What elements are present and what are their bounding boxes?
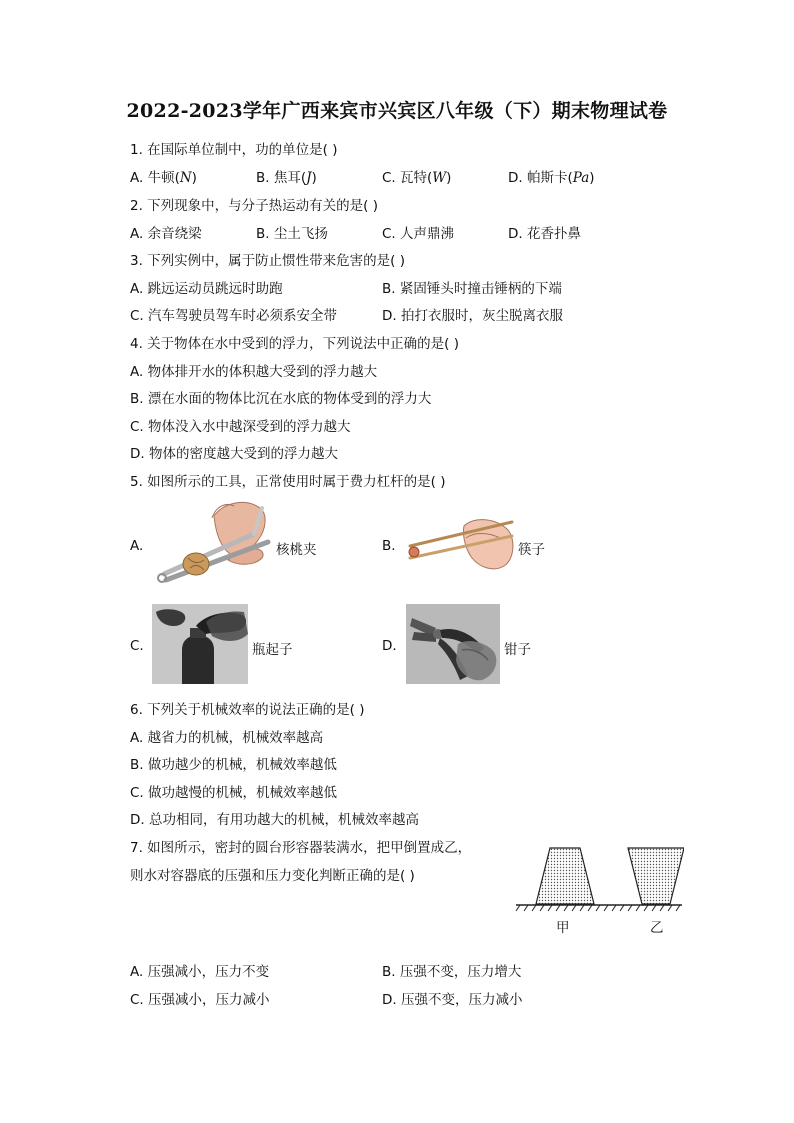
q6-option-b[interactable]: B. 做功越少的机械，机械效率越低: [130, 757, 337, 773]
q4-option-b[interactable]: B. 漂在水面的物体比沉在水底的物体受到的浮力大: [130, 391, 432, 407]
q5-option-a-letter[interactable]: A.: [130, 538, 144, 554]
question-4-stem: 4. 关于物体在水中受到的浮力，下列说法中正确的是( ): [130, 336, 459, 352]
q5-option-c-letter[interactable]: C.: [130, 638, 144, 654]
q5-option-c-name: 瓶起子: [252, 642, 293, 658]
q1-option-c-label: C. 瓦特(: [382, 170, 433, 186]
q7-option-a[interactable]: A. 压强减小，压力不变: [130, 964, 270, 980]
q1-option-b-label: B. 焦耳(: [256, 170, 307, 186]
q3-option-c[interactable]: C. 汽车驾驶员驾车时必须系安全带: [130, 308, 338, 324]
q1-option-d-label: D. 帕斯卡(: [508, 170, 573, 186]
q5-option-d-name: 钳子: [504, 642, 531, 658]
page-title: 2022-2023学年广西来宾市兴宾区八年级（下）期末物理试卷: [126, 100, 668, 122]
q1-option-a-close: ): [191, 170, 197, 186]
q5-option-d-letter[interactable]: D.: [382, 638, 397, 654]
q3-option-b[interactable]: B. 紧固锤头时撞击锤柄的下端: [382, 281, 562, 297]
q3-option-a[interactable]: A. 跳远运动员跳远时助跑: [130, 281, 283, 297]
q5-option-a-name: 核桃夹: [276, 542, 317, 558]
figure-label-yi: 乙: [650, 920, 664, 936]
pliers-image: [406, 604, 500, 684]
q5-option-b-letter[interactable]: B.: [382, 538, 396, 554]
q7-option-c[interactable]: C. 压强减小，压力减小: [130, 992, 270, 1008]
q1-option-d-close: ): [589, 170, 595, 186]
walnut-cracker-image: [150, 496, 274, 590]
q1-option-c[interactable]: [382, 166, 451, 186]
q4-option-d[interactable]: D. 物体的密度越大受到的浮力越大: [130, 446, 338, 462]
q7-option-d[interactable]: D. 压强不变，压力减小: [382, 992, 523, 1008]
question-7-stem-continued: 则水对容器底的压强和压力变化判断正确的是( ): [130, 868, 415, 884]
q6-option-a[interactable]: A. 越省力的机械，机械效率越高: [130, 730, 324, 746]
q7-option-b[interactable]: B. 压强不变，压力增大: [382, 964, 522, 980]
q6-option-c[interactable]: C. 做功越慢的机械，机械效率越低: [130, 785, 338, 801]
q1-option-d[interactable]: [508, 166, 595, 186]
q1-option-d-unit: Pa: [572, 170, 590, 186]
q6-option-d[interactable]: D. 总功相同，有用功越大的机械，机械效率越高: [130, 812, 419, 828]
figure-label-jia: 甲: [556, 920, 570, 936]
q2-option-b[interactable]: B. 尘土飞扬: [256, 226, 328, 242]
q1-option-a-label: A. 牛顿(: [130, 170, 180, 186]
q3-option-d[interactable]: D. 拍打衣服时，灰尘脱离衣服: [382, 308, 563, 324]
q4-option-a[interactable]: A. 物体排开水的体积越大受到的浮力越大: [130, 364, 378, 380]
q1-option-a[interactable]: [130, 166, 197, 186]
q2-option-c[interactable]: C. 人声鼎沸: [382, 226, 455, 242]
q4-option-c[interactable]: C. 物体没入水中越深受到的浮力越大: [130, 419, 351, 435]
chopsticks-image: [404, 512, 516, 582]
question-5-stem: 5. 如图所示的工具，正常使用时属于费力杠杆的是( ): [130, 474, 446, 490]
question-1-stem: 1. 在国际单位制中，功的单位是( ): [130, 142, 338, 158]
q1-option-b-close: ): [311, 170, 317, 186]
question-7-stem: 7. 如图所示，密封的圆台形容器装满水，把甲倒置成乙，: [130, 840, 472, 856]
q1-option-a-unit: N: [179, 170, 192, 186]
question-2-stem: 2. 下列现象中，与分子热运动有关的是( ): [130, 198, 378, 214]
q1-option-b-unit: J: [306, 170, 312, 186]
q1-option-c-unit: W: [432, 170, 447, 186]
q5-option-b-name: 筷子: [518, 542, 545, 558]
q1-option-c-close: ): [446, 170, 452, 186]
q2-option-d[interactable]: D. 花香扑鼻: [508, 226, 581, 242]
question-3-stem: 3. 下列实例中，属于防止惯性带来危害的是( ): [130, 253, 405, 269]
q1-option-b[interactable]: [256, 166, 317, 186]
bottle-opener-image: [152, 604, 248, 684]
q2-option-a[interactable]: A. 余音绕梁: [130, 226, 202, 242]
question-6-stem: 6. 下列关于机械效率的说法正确的是( ): [130, 702, 365, 718]
